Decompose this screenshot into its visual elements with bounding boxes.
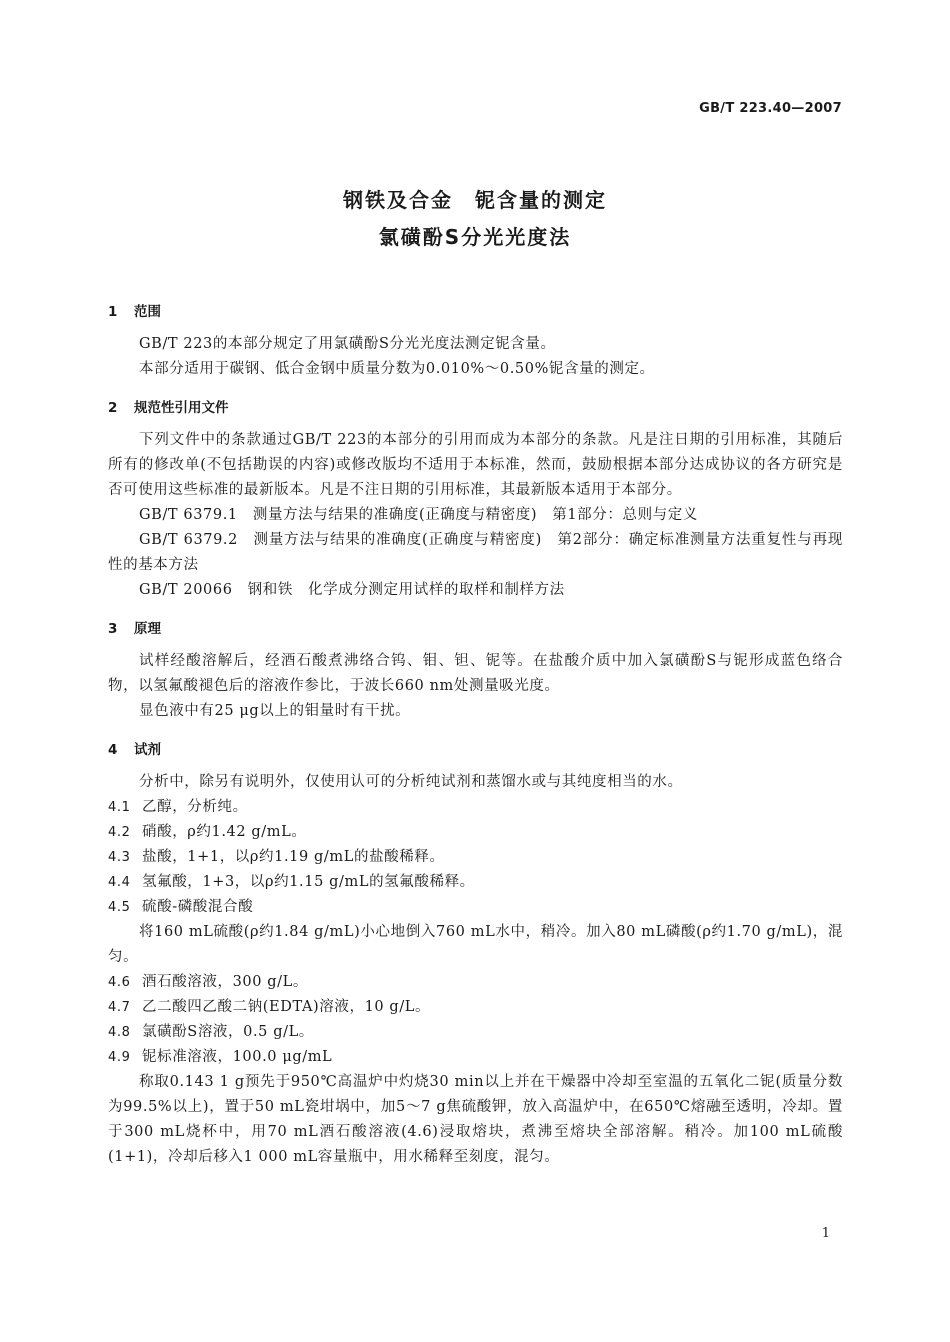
reagent-item bbox=[108, 870, 843, 895]
item-number: 4.9 bbox=[108, 1050, 131, 1065]
section-heading-normative-references bbox=[108, 396, 843, 420]
section-heading-reagents bbox=[108, 738, 843, 762]
item-number: 4.4 bbox=[108, 875, 131, 890]
item-number: 4.8 bbox=[108, 1025, 131, 1040]
document-body bbox=[108, 300, 843, 1170]
paragraph: 试样经酸溶解后，经酒石酸煮沸络合钨、钼、钽、铌等。在盐酸介质中加入氯磺酚S与铌形成蓝色络合物，以氢氟酸褪色后的溶液作参比，于波长660 nm处测量吸光度。 bbox=[108, 653, 843, 694]
item-text: 氯磺酚S溶液，0.5 g/L。 bbox=[142, 1024, 314, 1040]
item-number: 4.3 bbox=[108, 850, 131, 865]
section-number: 4 bbox=[108, 742, 118, 758]
item-number: 4.5 bbox=[108, 900, 131, 915]
section-number: 3 bbox=[108, 621, 118, 637]
document-title-line-2: 氯磺酚S分光光度法 bbox=[378, 225, 572, 249]
item-text: 氢氟酸，1+3，以ρ约1.15 g/mL的氢氟酸稀释。 bbox=[142, 874, 475, 890]
item-number: 4.6 bbox=[108, 975, 131, 990]
section-heading-scope bbox=[108, 300, 843, 324]
section-title: 规范性引用文件 bbox=[134, 400, 229, 416]
paragraph: 显色液中有25 μg以上的钼量时有干扰。 bbox=[139, 703, 411, 719]
item-text: 硝酸，ρ约1.42 g/mL。 bbox=[142, 824, 307, 840]
item-text: 酒石酸溶液，300 g/L。 bbox=[142, 974, 308, 990]
reference-entry: GB/T 20066 钢和铁 化学成分测定用试样的取样和制样方法 bbox=[139, 582, 565, 598]
section-title: 范围 bbox=[134, 304, 161, 320]
item-text: 铌标准溶液，100.0 μg/mL bbox=[142, 1049, 333, 1065]
document-title-line-1: 钢铁及合金 铌含量的测定 bbox=[343, 188, 607, 212]
reagent-item bbox=[108, 845, 843, 870]
section-title: 试剂 bbox=[134, 742, 161, 758]
item-number: 4.2 bbox=[108, 825, 131, 840]
page-number: 1 bbox=[821, 1226, 830, 1241]
item-description: 将160 mL硫酸(ρ约1.84 g/mL)小心地倒入760 mL水中，稍冷。加入80 mL磷酸(ρ约1.70 g/mL)，混匀。 bbox=[108, 924, 843, 965]
reagent-item bbox=[108, 895, 843, 920]
paragraph: GB/T 223的本部分规定了用氯磺酚S分光光度法测定铌含量。 bbox=[139, 336, 556, 352]
reagent-item bbox=[108, 795, 843, 820]
reagent-item bbox=[108, 995, 843, 1020]
section-heading-principle bbox=[108, 617, 843, 641]
paragraph: 本部分适用于碳钢、低合金钢中质量分数为0.010%～0.50%铌含量的测定。 bbox=[139, 361, 655, 377]
item-number: 4.1 bbox=[108, 800, 131, 815]
reagent-item bbox=[108, 1045, 843, 1070]
paragraph: 分析中，除另有说明外，仅使用认可的分析纯试剂和蒸馏水或与其纯度相当的水。 bbox=[139, 774, 683, 790]
paragraph: 下列文件中的条款通过GB/T 223的本部分的引用而成为本部分的条款。凡是注日期的引用标准，其随后所有的修改单(不包括勘误的内容)或修改版均不适用于本标准，然而，鼓励根据本部分达成协议的各方研究是否可使用这些标准的最新版本。凡是不注日期的引用标准，其最新版本适用于本部分。 bbox=[108, 432, 843, 498]
section-number: 2 bbox=[108, 400, 118, 416]
item-text: 硫酸-磷酸混合酸 bbox=[142, 899, 254, 915]
reference-entry: GB/T 6379.1 测量方法与结果的准确度(正确度与精密度) 第1部分：总则与定义 bbox=[139, 507, 698, 523]
item-text: 乙二酸四乙酸二钠(EDTA)溶液，10 g/L。 bbox=[142, 999, 431, 1015]
reference-entry: GB/T 6379.2 测量方法与结果的准确度(正确度与精密度) 第2部分：确定标准测量方法重复性与再现性的基本方法 bbox=[108, 532, 843, 573]
section-number: 1 bbox=[108, 304, 118, 320]
section-title: 原理 bbox=[134, 621, 161, 637]
item-number: 4.7 bbox=[108, 1000, 131, 1015]
reagent-item bbox=[108, 1020, 843, 1045]
item-description: 称取0.143 1 g预先于950℃高温炉中灼烧30 min以上并在干燥器中冷却至室温的五氧化二铌(质量分数为99.5%以上)，置于50 mL瓷坩埚中，加5～7 g焦硫酸钾，放入高温炉中，在650℃熔融至透明，冷却。置于300 mL烧杯中，用70 mL酒石酸溶液(4.6)浸取熔块，煮沸至熔块全部溶解。稍冷。加100 mL硫酸(1+1)，冷却后移入1 000 mL容量瓶中，用水稀释至刻度，混匀。 bbox=[108, 1074, 843, 1165]
reagent-item bbox=[108, 820, 843, 845]
item-text: 乙醇，分析纯。 bbox=[142, 799, 248, 815]
item-text: 盐酸，1+1，以ρ约1.19 g/mL的盐酸稀释。 bbox=[142, 849, 445, 865]
standard-code: GB/T 223.40—2007 bbox=[699, 101, 842, 116]
reagent-item bbox=[108, 970, 843, 995]
